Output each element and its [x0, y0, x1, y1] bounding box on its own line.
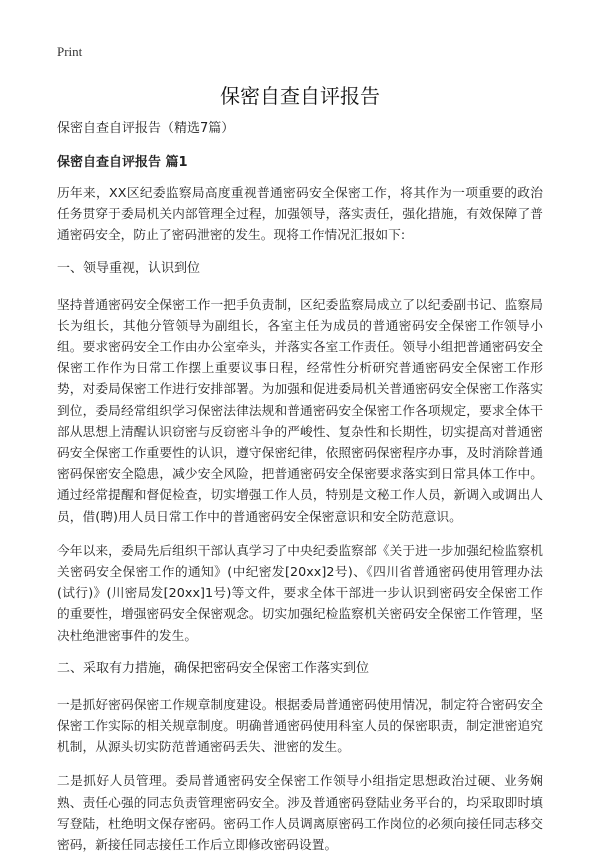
section-1-paragraph-1: 坚持普通密码安全保密工作一把手负责制，区纪委监察局成立了以纪委副书记、监察局长为组长，其他分管领导为副组长，各室主任为成员的普通密码安全保密工作领导小组。要求密码安全工作由办公室牵头，并落实各室工作责任。领导小组把普通密码安全保密工作作为日常工作摆上重要议事日程，经常性分析研究普通密码安全保密工作形势，对委局保密工作进行安排部署。为加强和促进委局机关普通密码安全保密工作落实到位，委局经常组织学习保密法律法规和普通密码安全保密工作各项规定，要求全体干部从思想上清醒认识窃密与反窃密斗争的严峻性、复杂性和长期性，切实提高对普通密码安全保密工作重要性的认识，遵守保密纪律，依照密码保密程序办事，及时消除普通密码保密安全隐患，减少安全风险，把普通密码安全保密要求落实到日常具体工作中。通过经常提醒和督促检查，切实增强工作人员，特别是文秘工作人员，新调入或调出人员，借(聘)用人员日常工作中的普通密码安全保密意识和安全防范意识。: [57, 296, 543, 524]
print-label[interactable]: Print: [57, 44, 83, 59]
document-subtitle: 保密自查自评报告（精选7篇）: [57, 121, 235, 136]
article-heading: 保密自查自评报告 篇1: [57, 155, 188, 170]
section-1-heading: 一、领导重视，认识到位: [57, 260, 201, 276]
document-title: 保密自查自评报告: [220, 84, 380, 108]
section-2-paragraph-2: 二是抓好人员管理。委局普通密码安全保密工作领导小组指定思想政治过硬、业务娴熟、责任心强的同志负责管理密码安全。涉及普通密码登陆业务平台的，均采取即时填写登陆，杜绝明文保存密码。密码工作人员调离原密码工作岗位的必须向接任同志移交密码，新接任同志接任工作后立即修改密码设置。: [57, 773, 543, 853]
section-2-heading: 二、采取有力措施，确保把密码安全保密工作落实到位: [57, 660, 370, 676]
document-body: [57, 119, 543, 868]
section-1-paragraph-2: 今年以来，委局先后组织干部认真学习了中央纪委监察部《关于进一步加强纪检监察机关密码安全保密工作的通知》(中纪密发[20xx]2号)、《四川省普通密码使用管理办法(试行)》(川密局发[20xx]1号)等文件，要求全体干部进一步认识到密码安全保密工作的重要性，增强密码安全保密观念。切实加强纪检监察机关密码安全保密工作管理，坚决杜绝泄密事件的发生。: [57, 542, 543, 643]
section-2-paragraph-1: 一是抓好密码保密工作规章制度建设。根据委局普通密码使用情况，制定符合密码安全保密工作实际的相关规章制度。明确普通密码使用科室人员的保密职责，制定泄密追究机制，从源头切实防范普通密码丢失、泄密的发生。: [57, 696, 543, 755]
intro-paragraph: 历年来，XX区纪委监察局高度重视普通密码安全保密工作，将其作为一项重要的政治任务贯穿于委局机关内部管理全过程，加强领导，落实责任，强化措施，有效保障了普通密码安全，防止了密码泄密的发生。现将工作情况汇报如下:: [57, 185, 543, 243]
